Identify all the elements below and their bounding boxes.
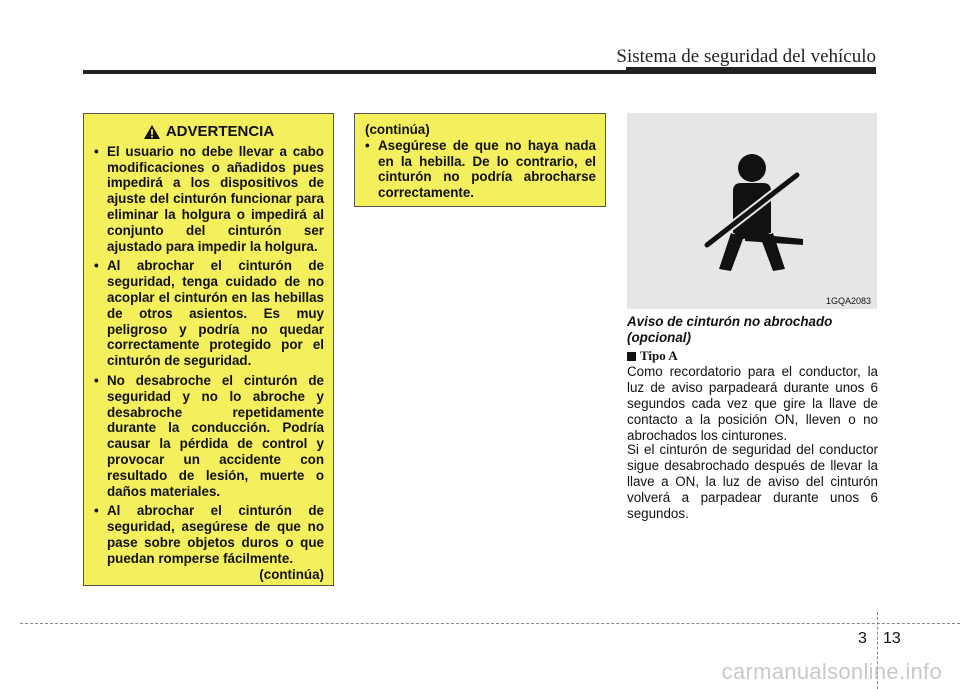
warning-list: [365, 138, 596, 201]
warning-item: • Asegúrese de que no haya nada en la hebilla. De lo contrario, el cinturón no podría abrocharse correctamente.: [365, 138, 596, 201]
warning-item: • Al abrochar el cinturón de seguridad, tenga cuidado de no acoplar el cinturón en las hebillas de otros asientos. Es muy peligroso y podría no quedar correctamente protegido por el cinturón de seguridad.: [94, 258, 324, 369]
warning-triangle-icon: [144, 125, 160, 139]
figure-panel: [627, 113, 877, 309]
section-caption: [627, 314, 877, 346]
body-paragraph: Como recordatorio para el conductor, la luz de aviso parpadeará durante unos 6 segundos cada vez que gire la llave de contacto a la posición ON, lleven o no abrochados los cinturones.: [627, 364, 878, 443]
caption-line: Aviso de cinturón no abrochado: [627, 314, 833, 329]
continued-header: (continúa): [365, 122, 430, 137]
square-bullet-icon: [627, 352, 636, 361]
footer-rule: [20, 623, 960, 624]
warning-list: [94, 144, 324, 567]
caption-line: (opcional): [627, 330, 691, 345]
warning-title: [94, 124, 324, 140]
warning-box: [83, 113, 334, 586]
subheading: [627, 348, 678, 364]
section-title: Sistema de seguridad del vehículo: [616, 46, 876, 67]
watermark: carmanualsonline.info: [721, 659, 942, 684]
warning-item: • No desabroche el cinturón de seguridad y no lo abroche y desabroche repetidamente durante la conducción. Podría causar la pérdida de control y provocar un accidente con resultado de lesión, muerte o daños materiales.: [94, 373, 324, 499]
warning-item: • El usuario no debe llevar a cabo modificaciones o añadidos pues impedirá a los dispositivos de ajuste del cinturón funcionar para eliminar la holgura o impedirá al conjunto del cinturón ser ajustado para impedir la holgura.: [94, 144, 324, 255]
chapter-number: 3: [858, 630, 867, 647]
seatbelt-warning-icon: [627, 113, 877, 309]
body-paragraph: Si el cinturón de seguridad del conductor sigue desabrochado después de llevar la llave a ON, la luz de aviso del cinturón volverá a parpadear durante unos 6 segundos.: [627, 442, 878, 521]
warning-item: • Al abrochar el cinturón de seguridad, asegúrese de que no pase sobre objetos duros o que puedan romperse fácilmente.: [94, 503, 324, 566]
warning-box-continued: [354, 113, 606, 207]
continued-note: (continúa): [259, 566, 324, 582]
subheading-text: Tipo A: [640, 348, 678, 363]
figure-code: 1GQA2083: [825, 296, 871, 306]
page-number: 13: [883, 630, 901, 647]
warning-title-text: ADVERTENCIA: [165, 123, 275, 140]
header-rule-accent: [626, 67, 876, 74]
